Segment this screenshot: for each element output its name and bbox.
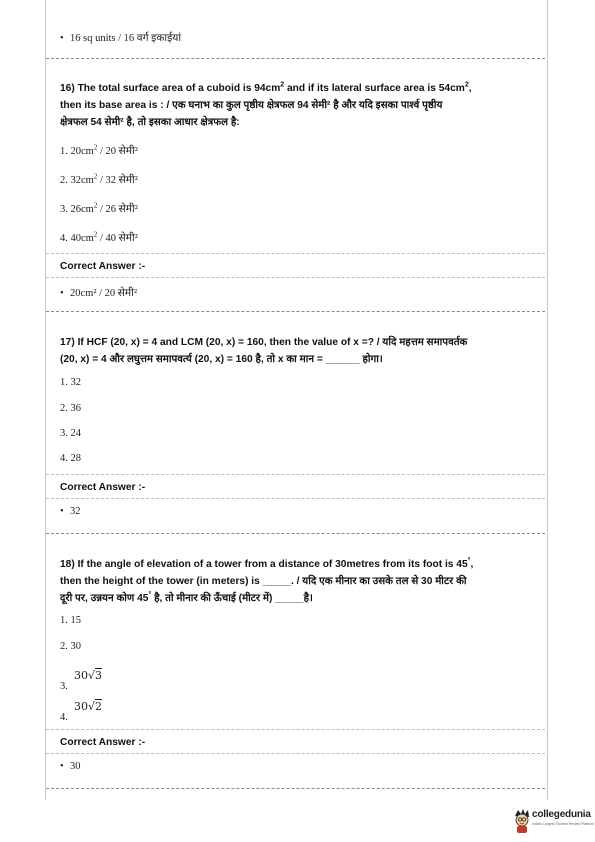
- logo-name: collegedunia: [532, 809, 591, 820]
- option-4: 4. 28: [60, 453, 81, 464]
- option-number: 3.: [60, 681, 68, 692]
- divider: [46, 753, 545, 754]
- correct-answer: • 20cm² / 20 सेमी²: [60, 288, 138, 299]
- question-text: then the height of the tower (in meters) is _____. / यदि एक मीनार का उसके तल से 30 मीटर की: [60, 576, 467, 587]
- question-text: ,: [470, 559, 474, 570]
- correct-answer-label: Correct Answer :-: [60, 261, 146, 272]
- option-number: 4.: [60, 712, 68, 723]
- correct-answer-text: 30: [70, 761, 81, 772]
- degree-symbol: °: [148, 591, 152, 599]
- correct-answer-label: Correct Answer :-: [60, 737, 146, 748]
- radical-expression: 30√3: [74, 669, 103, 682]
- option-1: 1. 32: [60, 377, 81, 388]
- question-text: then its base area is : / एक घनाभ का कुल पृष्ठीय क्षेत्रफल 94 सेमी² है और यदि इसका पार्श्व पृष्ठीय: [60, 100, 443, 111]
- question-text: दूरी पर, उन्नयन कोण 45: [60, 593, 149, 604]
- question-text: and if its lateral surface area is 54cm: [284, 83, 465, 94]
- option-3: 3. 24: [60, 428, 81, 439]
- option-4: 4. $40cm^2 / 40$ सेमी²: [60, 230, 138, 244]
- question-16: [60, 80, 538, 131]
- divider: [46, 277, 545, 278]
- option-3: 3. $26cm^2 / 26$ सेमी²: [60, 201, 138, 215]
- question-18: [60, 556, 538, 607]
- divider: [46, 788, 545, 789]
- question-text: (20, x) = 4 और लघुत्तम समापवर्त्य (20, x) = 160 है, तो x का मान = ______ होगा।: [60, 354, 383, 365]
- option-2: 2. 30: [60, 641, 81, 652]
- superscript: 2: [464, 81, 469, 89]
- divider: [46, 729, 545, 730]
- correct-answer-label: Correct Answer :-: [60, 482, 146, 493]
- correct-answer-text: 20cm² / 20 सेमी²: [70, 288, 138, 299]
- question-number: 17): [60, 337, 75, 348]
- option-2: 2. 36: [60, 403, 81, 414]
- previous-answer-text: 16 sq units / 16 वर्ग इकाईयां: [70, 33, 182, 44]
- divider: [46, 253, 545, 254]
- superscript: 2: [280, 81, 285, 89]
- divider: [46, 474, 545, 475]
- mascot-icon: [512, 807, 532, 835]
- question-text: The total surface area of a cuboid is 94cm: [77, 83, 281, 94]
- question-text: If HCF (20, x) = 4 and LCM (20, x) = 160, then the value of x =? / यदि महत्तम समापवर्तक: [77, 337, 468, 348]
- question-number: 16): [60, 83, 75, 94]
- option-1: 1. $20cm^2 / 20$ सेमी²: [60, 143, 138, 157]
- divider: [46, 533, 545, 534]
- question-text: क्षेत्रफल 54 सेमी² है, तो इसका आधार क्षेत्रफल है:: [60, 117, 240, 128]
- radical-expression: 30√2: [74, 700, 103, 713]
- correct-answer: • 32: [60, 506, 81, 517]
- option-2: 2. $32cm^2 / 32$ सेमी²: [60, 172, 138, 186]
- correct-answer: • 30: [60, 761, 81, 772]
- correct-answer-text: 32: [70, 506, 81, 517]
- divider: [46, 498, 545, 499]
- divider: [46, 311, 545, 312]
- question-17: [60, 334, 538, 368]
- previous-answer: • 16 sq units / 16 वर्ग इकाईयां: [60, 33, 182, 44]
- question-text: If the angle of elevation of a tower from a distance of 30metres from its foot is 45: [77, 559, 468, 570]
- question-text: है, तो मीनार की ऊँचाई (मीटर में) _____है।: [151, 593, 313, 604]
- degree-symbol: °: [467, 557, 471, 565]
- question-text: ,: [468, 83, 472, 94]
- option-1: 1. 15: [60, 615, 81, 626]
- logo-tagline: India's Largest Student Review Platform: [532, 822, 595, 826]
- divider: [46, 58, 545, 59]
- question-number: 18): [60, 559, 75, 570]
- collegedunia-logo: [512, 807, 595, 837]
